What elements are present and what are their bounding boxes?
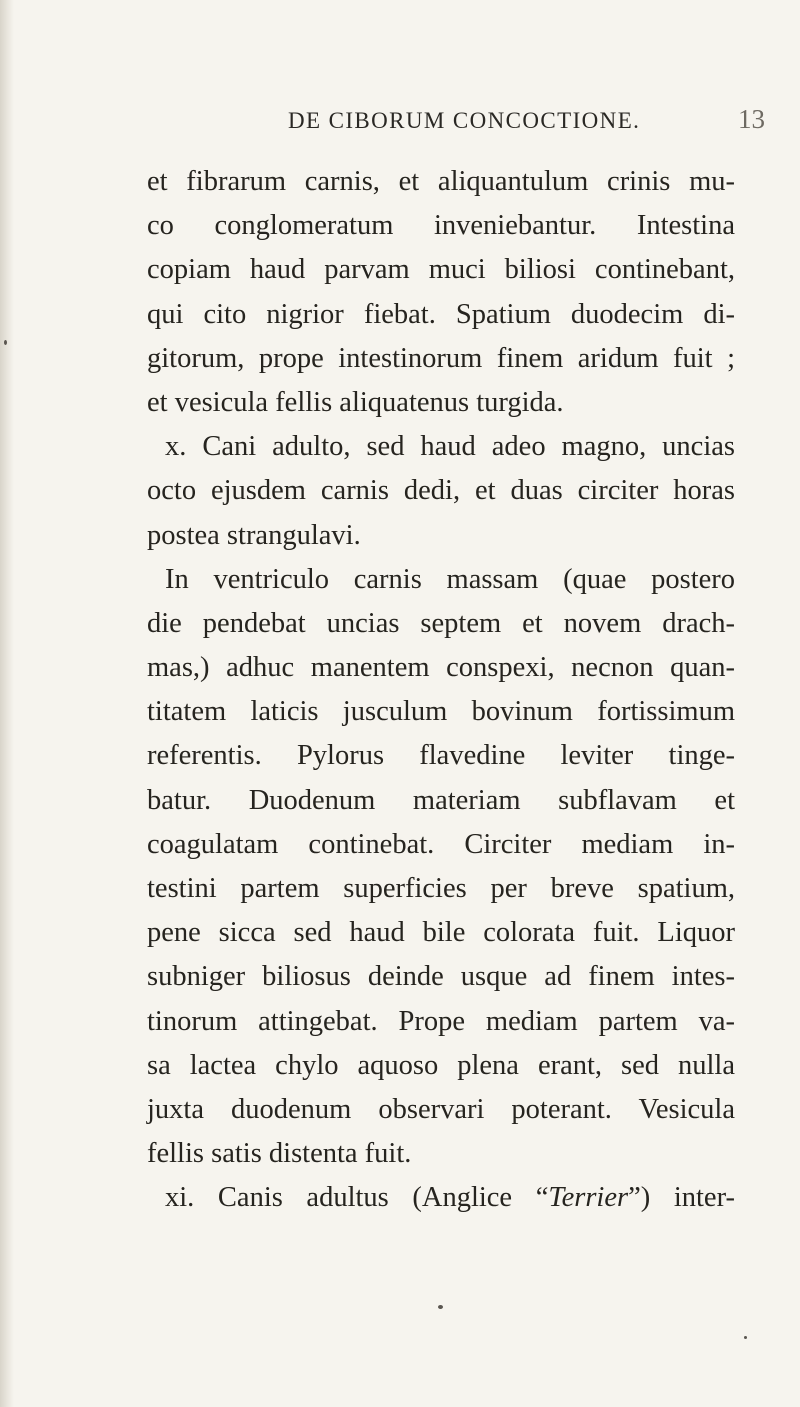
text-line-last [147, 1176, 735, 1220]
text-line: co conglomeratum inveniebantur. Intestina [147, 210, 735, 242]
text-line: titatem laticis jusculum bovinum fortissimum [147, 696, 735, 728]
running-title: DE CIBORUM CONCOCTIONE. [288, 108, 641, 133]
last-line-end: ”) inter- [628, 1182, 735, 1214]
text-line: gitorum, prope intestinorum finem aridum fuit ; [147, 342, 735, 374]
text-line: tinorum attingebat. Prope mediam partem va- [147, 1005, 735, 1037]
body-text [147, 160, 735, 1221]
text-line: referentis. Pylorus flavedine leviter tinge- [147, 740, 735, 772]
text-line: et vesicula fellis aliquatenus turgida. [147, 386, 564, 418]
text-line: postea strangulavi. [147, 519, 361, 551]
text-line: copiam haud parvam muci biliosi continebant, [147, 254, 735, 286]
ink-speck [4, 340, 7, 345]
text-line: testini partem superficies per breve spatium, [147, 873, 735, 904]
page-binding-shadow [0, 0, 14, 1407]
text-line: qui cito nigrior fiebat. Spatium duodecim di- [147, 298, 735, 330]
text-line: octo ejusdem carnis dedi, et duas circiter horas [147, 475, 735, 507]
text-line: batur. Duodenum materiam subflavam et [147, 784, 735, 816]
text-line: coagulatam continebat. Circiter mediam in- [147, 828, 735, 860]
text-line: In ventriculo carnis massam (quae postero [165, 563, 735, 595]
text-line: mas,) adhuc manentem conspexi, necnon quan- [147, 652, 735, 684]
text-line: sa lactea chylo aquoso plena erant, sed nulla [147, 1049, 735, 1081]
italic-word: Terrier [548, 1182, 629, 1214]
ink-speck [438, 1305, 443, 1309]
ink-speck [744, 1336, 747, 1339]
text-line: juxta duodenum observari poterant. Vesicula [147, 1093, 735, 1125]
text-line: pene sicca sed haud bile colorata fuit. Liquor [147, 917, 735, 949]
text-line: fellis satis distenta fuit. [147, 1138, 412, 1170]
page-number: 13 [738, 104, 765, 134]
text-line: subniger biliosus deinde usque ad finem intes- [147, 961, 735, 993]
text-line: die pendebat uncias septem et novem drach- [147, 607, 735, 639]
last-line-start: xi. Canis adultus (Anglice “ [165, 1182, 549, 1214]
text-line: x. Cani adulto, sed haud adeo magno, uncias [165, 431, 735, 463]
text-line: et fibrarum carnis, et aliquantulum crinis mu- [147, 166, 735, 197]
